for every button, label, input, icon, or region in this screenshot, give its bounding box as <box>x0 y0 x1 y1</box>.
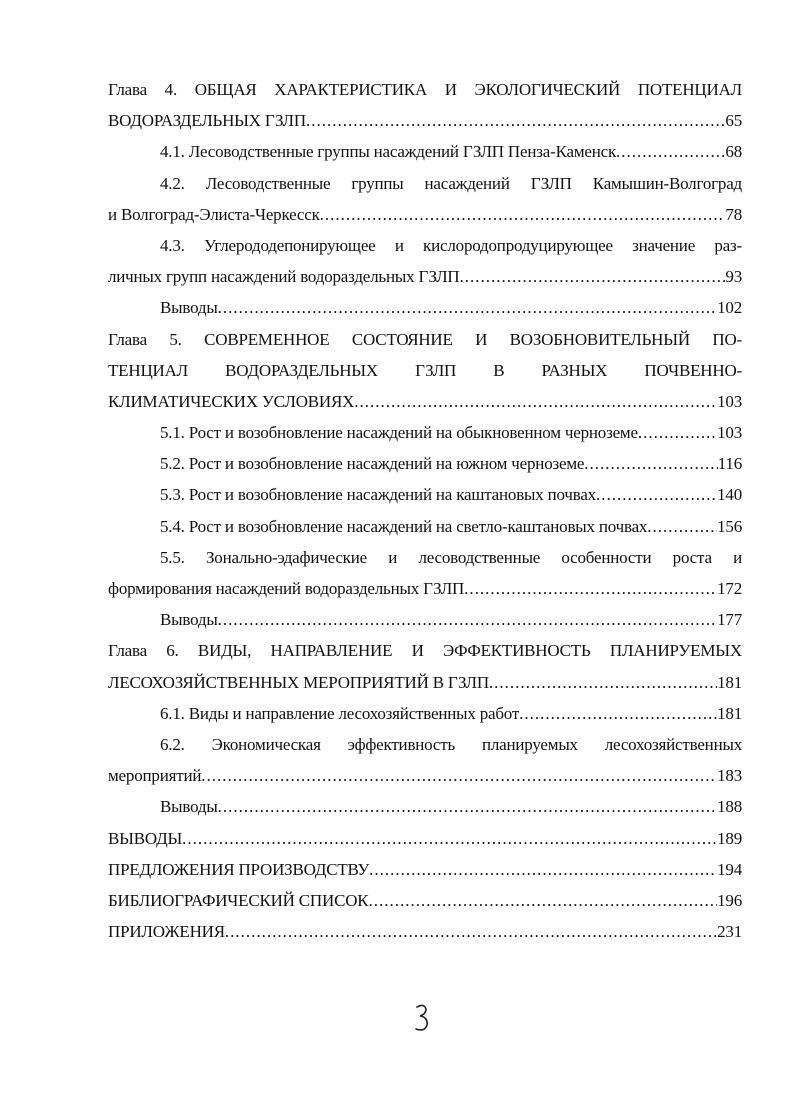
toc-entry-title: формирования насаждений водораздельных ГЗЛП <box>108 579 465 598</box>
toc-line: 6.2. Экономическая эффективность планируемых лесохозяйственных <box>160 734 742 754</box>
toc-entry-title: Выводы <box>160 610 218 630</box>
toc-entry <box>108 729 742 791</box>
toc-page-number: 196 <box>717 890 742 910</box>
toc-line <box>108 199 742 230</box>
toc-entry <box>108 698 742 729</box>
toc-line <box>108 698 742 729</box>
toc-page-number: 103 <box>717 391 742 411</box>
dot-leader <box>369 854 717 885</box>
toc-page-number: 194 <box>717 859 742 879</box>
toc-entry-title: КЛИМАТИЧЕСКИХ УСЛОВИЯХ <box>108 391 355 411</box>
toc-line <box>108 667 742 698</box>
toc-entry <box>108 823 742 854</box>
dot-leader <box>638 417 717 448</box>
toc-line <box>108 105 742 136</box>
dot-leader <box>225 916 717 947</box>
dot-leader <box>354 386 717 417</box>
dot-leader <box>218 791 718 822</box>
toc-entry-title: мероприятий <box>108 766 202 786</box>
toc-line <box>108 448 742 479</box>
dot-leader <box>459 261 725 292</box>
toc-entry <box>108 916 742 947</box>
toc-line <box>108 760 742 791</box>
toc-entry <box>108 168 742 230</box>
toc-line: Глава 5. СОВРЕМЕННОЕ СОСТОЯНИЕ И ВОЗОБНОВИТЕЛЬНЫЙ ПО- <box>108 329 742 349</box>
toc-line <box>108 386 742 417</box>
toc-entry-title: 5.3. Рост и возобновление насаждений на каштановых почвах <box>160 485 596 505</box>
toc-entry <box>108 74 742 136</box>
toc-page-number: 156 <box>717 516 742 536</box>
toc-line <box>108 604 742 635</box>
dot-leader <box>616 136 725 167</box>
toc-line: 4.3. Углерододепонирующее и кислородопродуцирующее значение раз- <box>160 235 742 255</box>
toc-entry <box>108 417 742 448</box>
toc-page-number: 177 <box>717 610 742 630</box>
dot-leader <box>489 667 717 698</box>
toc-line <box>108 136 742 167</box>
toc-page-number: 93 <box>725 267 742 287</box>
toc-entry-title: ПРЕДЛОЖЕНИЯ ПРОИЗВОДСТВУ <box>108 859 370 879</box>
toc-entry <box>108 479 742 510</box>
toc-page-number: 116 <box>717 454 742 474</box>
toc-line <box>108 885 742 916</box>
toc-entry <box>108 511 742 542</box>
toc-line <box>108 261 742 292</box>
toc-entry-title: ПРИЛОЖЕНИЯ <box>108 922 225 942</box>
dot-leader <box>647 511 717 542</box>
toc-page-number: 188 <box>717 797 742 817</box>
toc-entry <box>108 136 742 167</box>
toc-page-number: 181 <box>717 703 742 723</box>
toc-entry-title: и Волгоград-Элиста-Черкесск <box>108 204 320 224</box>
toc-entry <box>108 791 742 822</box>
toc-page-number: 189 <box>717 828 742 848</box>
dot-leader <box>201 760 717 791</box>
toc-entry <box>108 230 742 292</box>
toc-line: ТЕНЦИАЛ ВОДОРАЗДЕЛЬНЫХ ГЗЛП В РАЗНЫХ ПОЧВЕННО- <box>108 360 742 380</box>
toc-line <box>108 854 742 885</box>
toc-entry <box>108 324 742 418</box>
dot-leader <box>306 105 725 136</box>
toc-page-number: 68 <box>725 142 742 162</box>
toc-page-number: 183 <box>717 766 742 786</box>
toc-entry-title: ЛЕСОХОЗЯЙСТВЕННЫХ МЕРОПРИЯТИЙ В ГЗЛП <box>108 672 489 692</box>
toc-entry-title: личных групп насаждений водораздельных ГЗЛП <box>108 267 460 287</box>
toc-entry-title: БИБЛИОГРАФИЧЕСКИЙ СПИСОК <box>108 890 369 910</box>
toc-entry-title: 4.1. Лесоводственные группы насаждений ГЗЛП Пенза-Каменск <box>160 142 617 162</box>
toc-entry-title: ВОДОРАЗДЕЛЬНЫХ ГЗЛП <box>108 111 306 131</box>
toc-line: 4.2. Лесоводственные группы насаждений ГЗЛП Камышин-Волгоград <box>160 173 742 193</box>
toc-entry <box>108 292 742 323</box>
toc-entry <box>108 604 742 635</box>
toc-entry-title: 5.2. Рост и возобновление насаждений на южном черноземе <box>160 454 585 474</box>
dot-leader <box>320 199 726 230</box>
toc-page-number: 78 <box>725 204 742 224</box>
dot-leader <box>464 573 717 604</box>
toc-line <box>108 916 742 947</box>
toc-line <box>108 479 742 510</box>
toc-entry <box>108 885 742 916</box>
toc-page-number: 102 <box>717 298 742 318</box>
table-of-contents <box>108 74 742 947</box>
toc-page-number: 172 <box>717 579 742 598</box>
toc-line <box>108 823 742 854</box>
toc-page-number: 181 <box>717 672 742 692</box>
toc-line <box>108 292 742 323</box>
toc-page-number: 103 <box>717 423 742 443</box>
toc-entry <box>108 635 742 697</box>
toc-line: Глава 4. ОБЩАЯ ХАРАКТЕРИСТИКА И ЭКОЛОГИЧЕСКИЙ ПОТЕНЦИАЛ <box>108 80 742 99</box>
toc-page-number: 140 <box>717 485 742 505</box>
toc-entry <box>108 448 742 479</box>
handwritten-page-number <box>412 1002 432 1034</box>
toc-entry-title: 6.1. Виды и направление лесохозяйственных работ <box>160 703 520 723</box>
toc-line <box>108 573 742 604</box>
toc-entry <box>108 854 742 885</box>
toc-page-number: 231 <box>717 922 742 942</box>
toc-page-number: 65 <box>725 111 742 131</box>
dot-leader <box>584 448 717 479</box>
dot-leader <box>218 604 718 635</box>
toc-entry-title: 5.4. Рост и возобновление насаждений на светло-каштановых почвах <box>160 516 648 536</box>
dot-leader <box>519 698 717 729</box>
toc-entry-title: 5.1. Рост и возобновление насаждений на обыкновенном черноземе <box>160 423 638 443</box>
toc-entry-title: Выводы <box>160 298 218 318</box>
dot-leader <box>218 292 718 323</box>
toc-line <box>108 511 742 542</box>
toc-line <box>108 791 742 822</box>
toc-entry-title: ВЫВОДЫ <box>108 828 183 848</box>
dot-leader <box>596 479 717 510</box>
toc-line <box>108 417 742 448</box>
toc-entry-title: Выводы <box>160 797 218 817</box>
toc-entry <box>108 542 742 604</box>
toc-line: Глава 6. ВИДЫ, НАПРАВЛЕНИЕ И ЭФФЕКТИВНОСТЬ ПЛАНИРУЕМЫХ <box>108 641 742 661</box>
toc-line: 5.5. Зонально-эдафические и лесоводственные особенности роста и <box>160 547 742 567</box>
dot-leader <box>368 885 717 916</box>
dot-leader <box>182 823 717 854</box>
